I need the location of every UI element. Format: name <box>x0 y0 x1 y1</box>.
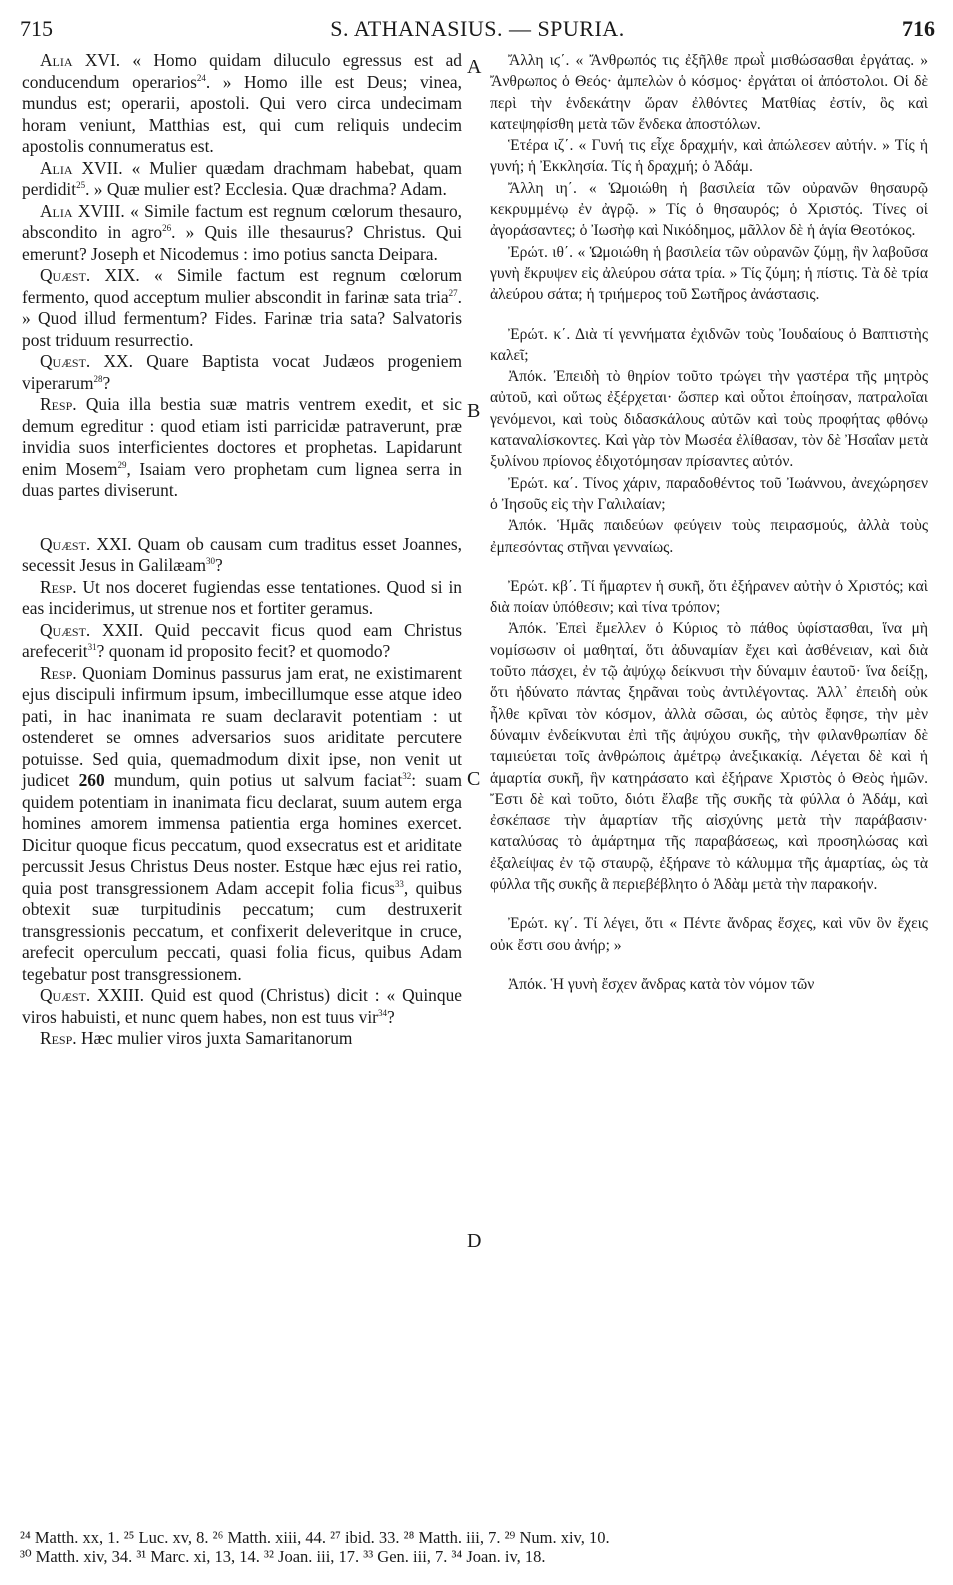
footnotes <box>20 1528 935 1566</box>
column-number: 260 <box>78 770 105 790</box>
footnote-ref: 33 <box>394 878 404 889</box>
footnote-ref: 31 <box>87 642 97 653</box>
latin-paragraph: Resp. Hæc mulier viros juxta Samaritanorum <box>40 1028 353 1048</box>
section-label: Resp. <box>40 576 77 597</box>
latin-paragraph: Alia XVII. « Mulier quædam drachmam habebat, quam perdidit$^{25}$. » Quæ mulier est? Ecclesia. Quæ drachma? Adam. <box>22 157 462 199</box>
latin-paragraph: Resp. Quoniam Dominus passurus jam erat, ne existimarent ejus discipuli infirmum ipsum, imbecillumque esse atque ideo pati, in hac inanimata re suam declaravit potentiam : ut ostenderet se omnes adversarios suos ariditate percutere potuisse. Sed quia, quemadmodum dixit ipse, non venit ut judicet 260 mundum, quin potius ut salvum faciat$^{32}$: suam quidem potentiam in inanimata ficu declarat, suum autem erga homines amorem immensa patientia erga homines exercet. Dicitur quoque ficus peccatum, quod exsecratus est et ariditate percussit Jesus Christus Deus noster. Estque hæc ejus rei ratio, quia post transgressionem Adam accepit folia ficus$^{33}$, quibus obtexit suæ turpitudinis peccatum; cum destruxerit transgressionis peccatum, et confixerit deleveritque in cruce, arefecit operculum peccati, quasi folia ficus, quibus Adam tegebatur post transgressionem. <box>22 662 463 984</box>
section-label: Resp. <box>40 662 77 683</box>
greek-column <box>490 50 928 995</box>
latin-paragraph: Quæst. XXI. Quam ob causam cum traditus esset Joannes, secessit Jesus in Galilæam$^{30}$? <box>22 533 462 575</box>
running-title: S. ATHANASIUS. — SPURIA. <box>330 16 625 41</box>
footnote-ref: 30 <box>206 556 216 567</box>
page-number-left: 715 <box>20 16 53 41</box>
footnote-ref: 26 <box>162 223 172 234</box>
footnote-line: ²⁴ Matth. xx, 1. ²⁵ Luc. xv, 8. ²⁶ Matth. xiii, 44. ²⁷ ibid. 33. ²⁸ Matth. iii, 7. ²⁹ Num. xiv, 10. <box>20 1528 610 1547</box>
latin-paragraph: Quæst. XXIII. Quid est quod (Christus) dicit : « Quinque viros habuisti, et nunc quem habes, non est tuus vir$^{34}$? <box>22 985 462 1027</box>
footnote-ref: 24 <box>196 72 206 83</box>
section-label: Resp. <box>40 1028 77 1048</box>
section-label: Quæst. XX. <box>40 351 133 371</box>
footnote-ref: 34 <box>377 1007 387 1018</box>
section-marker-d: D <box>467 1230 482 1252</box>
greek-paragraph: Ἑτέρα ιζ΄. « Γυνή τις εἶχε δραχμήν, καὶ ἀπώλεσεν αὐτήν. » Τίς ἡ γυνή; ἡ Ἐκκλησία. Τίς ἡ δραχμή; ὁ Ἀδάμ. <box>490 137 928 176</box>
greek-paragraph: Ἐρώτ. ιθ΄. « Ὡμοιώθη ἡ βασιλεία τῶν οὐρανῶν ζύμῃ, ἣν λαβοῦσα γυνὴ ἔκρυψεν εἰς ἀλεύρου σάτα τρία. » Τίς ζύμη; ἡ πίστις. Τὰ δὲ τρία ἀλεύρου σάτα; ἡ τριήμερος τοῦ Σωτῆρος ἀνάστασις. <box>490 243 928 304</box>
greek-paragraph: Ἀπόκ. Ἡμᾶς παιδεύων φεύγειν τοὺς πειρασμούς, ἀλλὰ τοὺς ἐμπεσόντας στῆναι γενναίως. <box>490 517 928 556</box>
section-label: Alia XVII. <box>40 157 123 178</box>
section-label: Resp. <box>40 394 77 414</box>
latin-paragraph: Quæst. XX. Quare Baptista vocat Judæos progeniem viperarum$^{28}$? <box>22 351 462 393</box>
latin-paragraph: Resp. Quia illa bestia suæ matris ventrem exedit, et sic demum egreditur : quod etiam isti parricidæ patraverunt, præ invidia suos interficientes doctores et prophetas. Lapidarunt enim Mosem$^{29}$, Isaiam vero prophetam cum lignea serra in duas partes diviserunt. <box>22 394 463 500</box>
section-label: Quæst. XXII. <box>40 619 144 640</box>
section-label: Alia XVI. <box>40 50 121 70</box>
running-header <box>20 16 935 46</box>
footnote-line: ³⁰ Matth. xiv, 34. ³¹ Marc. xi, 13, 14. ³² Joan. iii, 17. ³³ Gen. iii, 7. ³⁴ Joan. iv, 18. <box>20 1547 546 1566</box>
greek-paragraph: Ἐρώτ. κβ΄. Τί ἥμαρτεν ἡ συκῆ, ὅτι ἐξήρανεν αὐτὴν ὁ Χριστός; καὶ διὰ ποίαν ὑπόθεσιν; καὶ τίνα τρόπον; <box>490 577 928 617</box>
footnote-ref: 32 <box>402 771 412 782</box>
latin-paragraph: Alia XVIII. « Simile factum est regnum cœlorum thesauro, abscondito in agro$^{26}$. » Quis ille thesaurus? Christus. Qui emerunt? Joseph et Nicodemus : imo potius sancta Deipara. <box>22 200 463 264</box>
footnote-ref: 27 <box>448 287 458 298</box>
greek-paragraph: Ἄλλη ιϛ΄. « Ἄνθρωπός τις ἐξῆλθε πρωῒ μισθώσασθαι ἐργάτας. » Ἄνθρωπος ὁ Θεός· ἀμπελὼν ὁ κόσμος· ἐργάται οἱ ἀπόστολοι. Οἱ δὲ περὶ τὴν ἑνδεκάτην ὥραν ἐλθόντες Ματθίας ἐστίν, ὃς καὶ κατεψηφίσθη μετὰ τῶν ἕνδεκα ἀποστόλων. <box>490 52 928 133</box>
section-label: Alia XVIII. <box>40 200 125 221</box>
greek-paragraph: Ἐρώτ. κ΄. Διὰ τί γεννήματα ἐχιδνῶν τοὺς Ἰουδαίους ὁ Βαπτιστὴς καλεῖ; <box>490 325 928 364</box>
section-label: Quæst. XXI. <box>40 533 132 554</box>
greek-paragraph: Ἀπόκ. Ἐπειδὴ τὸ θηρίον τοῦτο τρώγει τὴν γαστέρα τῆς μητρὸς αὐτοῦ, καὶ οὕτως ἐξέρχεται· ὥσπερ καὶ οὗτοι ἐποίησαν, πατραλοῖαι γενόμενοι, καὶ τοὺς διδασκάλους αὐτῶν καὶ τοὺς προφήτας φθόνῳ καταναλίσκοντες. Καὶ γὰρ τὸν Μωσέα ἐλίθασαν, τὸν δὲ Ἠσαΐαν μετὰ ξυλίνου πρίονος ἐδιχοτόμησαν πρίσαντες αὐτόν. <box>490 368 928 471</box>
section-marker-b: B <box>467 400 481 422</box>
footnote-ref: 28 <box>93 373 103 384</box>
latin-paragraph: Alia XVI. « Homo quidam diluculo egressus est ad conducendum operarios$^{24}$. » Homo ille est Deus; vinea, mundus est; operarii, apostoli. Qui vero circa undecimam horam veniunt, Matthias est, qui cum reliquis undecim apostolis connumeratus est. <box>22 50 463 156</box>
greek-paragraph: Ἀπόκ. Ἡ γυνὴ ἔσχεν ἄνδρας κατὰ τὸν νόμον τῶν <box>508 975 815 993</box>
greek-paragraph: Ἄλλη ιη΄. « Ὡμοιώθη ἡ βασιλεία τῶν οὐρανῶν θησαυρῷ κεκρυμμένῳ ἐν ἀγρῷ. » Τίς ὁ θησαυρός; ὁ Χριστός. Τίνες οἱ ἀγοράσαντες; ὁ Ἰωσὴφ καὶ Νικόδημος, μᾶλλον δὲ ἡ ἁγία Θεοτόκος. <box>490 179 928 240</box>
section-label: Quæst. XIX. <box>40 265 140 285</box>
page-number-right: 716 <box>902 16 935 41</box>
greek-paragraph: Ἐρώτ. κγ΄. Τί λέγει, ὅτι « Πέντε ἄνδρας ἔσχες, καὶ νῦν ὃν ἔχεις οὐκ ἔστι σου ἀνήρ; » <box>490 915 928 954</box>
latin-paragraph: Quæst. XXII. Quid peccavit ficus quod eam Christus arefecerit$^{31}$? quonam id proposito fecit? et quomodo? <box>22 619 462 661</box>
latin-paragraph: Resp. Ut nos doceret fugiendas esse tentationes. Quod si in eas inciderimus, ut strenue nos et fortiter geramus. <box>22 576 462 618</box>
section-label: Quæst. XXIII. <box>40 985 144 1005</box>
footnote-ref: 25 <box>76 180 86 191</box>
footnote-ref: 29 <box>117 459 127 470</box>
section-marker-a: A <box>467 56 482 78</box>
latin-column <box>22 50 462 1050</box>
greek-paragraph: Ἐρώτ. κα΄. Τίνος χάριν, παραδοθέντος τοῦ Ἰωάννου, ἀνεχώρησεν ὁ Ἰησοῦς εἰς τὴν Γαλιλαίαν; <box>490 474 928 513</box>
greek-paragraph: Ἀπόκ. Ἐπεὶ ἔμελλεν ὁ Κύριος τὸ πάθος ὑφίστασθαι, ἵνα μὴ νομίσωσιν οἱ μαθηταί, ὅτι ἀδυναμίαν ἔχει καὶ ἀσθένειαν, καὶ διὰ τοῦτο πάσχει, ἐν τῷ ἀψύχῳ δείκνυσι τὴν δύναμιν ἑαυτοῦ· ἵνα δείξῃ, ὅτι ἠδύνατο πάντας ξηρᾶναι τοὺς ἀντιλέγοντας. Ἀλλ᾽ ἐπειδὴ οὐκ ἦλθε κρῖναι τὸν κόσμον, ἀλλὰ σῶσαι, ὡς αὐτὸς ἔφησε, τὴν μὲν δύναμιν ἐνδείκνυται ἐπὶ τῆς ἀψύχου συκῆς, τὴν φιλανθρωπίαν δὲ ταμιεύεται τοῖς ἀνθρώποις ἀμέτρῳ ἀνεξικακίᾳ. Λέγεται δὲ καὶ ἡ ἁμαρτία συκῆ, ἣν κατηράσατο καὶ ἐξήρανε Χριστὸς ὁ Θεὸς ἡμῶν. Ἔστι δὲ καὶ τοῦτο, διότι ἔλαβε τῆς συκῆς τὰ φύλλα ὁ Ἀδάμ, καὶ ἐσκέπασε τὴν ἁμαρτίαν τῆς αἰσχύνης μετὰ τὴν παράβασιν· καταλύσας τὸ ἁμάρτημα τῆς παραβάσεως, καὶ προσηλώσας καὶ ἐξαλείψας ἐν τῷ σταυρῷ, ἐξήρανε τὸ κάλυμμα τῆς ἁμαρτίας, ὡς τὰ φύλλα τῆς συκῆς ἃ περιεβέβλητο ὁ Ἀδὰμ μετὰ τὴν παρακοήν. <box>490 620 928 893</box>
section-marker-c: C <box>467 768 481 790</box>
latin-paragraph: Quæst. XIX. « Simile factum est regnum cœlorum fermento, quod acceptum mulier abscondit in farinæ sata tria$^{27}$. » Quod illud fermentum? Fides. Farinæ tria sata? Salvatoris post triduum resurrectio. <box>22 265 462 350</box>
